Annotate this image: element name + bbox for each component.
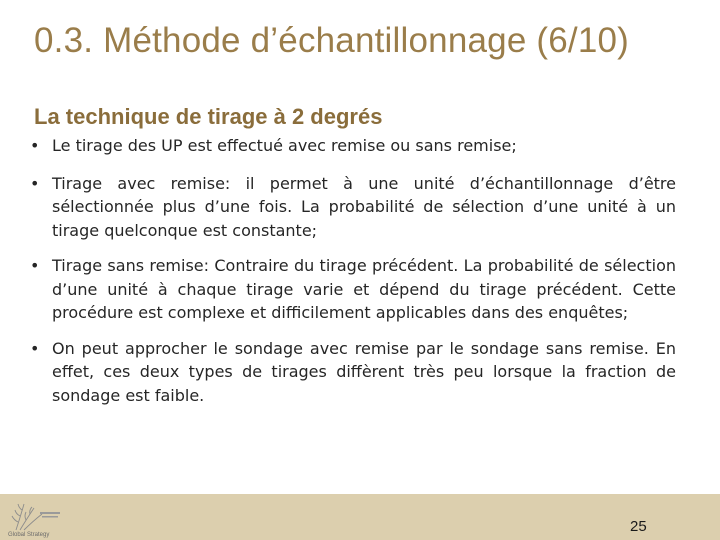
bullet-item	[30, 254, 676, 325]
bullet-list	[30, 134, 676, 419]
bullet-dot-icon: •	[30, 338, 40, 358]
slide-subtitle: La technique de tirage à 2 degrés	[34, 104, 383, 129]
bullet-item	[30, 134, 676, 158]
bullet-item	[30, 337, 676, 408]
footer-band	[0, 494, 720, 540]
bullet-item	[30, 172, 676, 243]
slide-title: 0.3. Méthode d’échantillonnage (6/10)	[34, 21, 630, 60]
bullet-text: Tirage sans remise: Contraire du tirage précédent. La probabilité de sélection d’une unité à chaque tirage varie et dépend du tirage précédent. Cette procédure est complexe et difficilement applicables dans des enquêtes;	[52, 256, 676, 322]
bullet-dot-icon: •	[30, 173, 40, 193]
wheat-logo-icon	[4, 496, 64, 538]
bullet-dot-icon: •	[30, 136, 40, 155]
page-number: 25	[630, 518, 647, 535]
bullet-dot-icon: •	[30, 256, 40, 275]
bullet-text: On peut approcher le sondage avec remise par le sondage sans remise. En effet, ces deux types de tirages diffèrent très peu lorsque la fraction de sondage est faible.	[52, 338, 676, 405]
bullet-text: Tirage avec remise: il permet à une unité d’échantillonnage d’être sélectionnée plus d’une fois. La probabilité de sélection d’une unité à un tirage quelconque est constante;	[52, 173, 676, 240]
logo-text: Global Strategy	[8, 532, 50, 538]
bullet-text: Le tirage des UP est effectué avec remise ou sans remise;	[52, 136, 517, 155]
